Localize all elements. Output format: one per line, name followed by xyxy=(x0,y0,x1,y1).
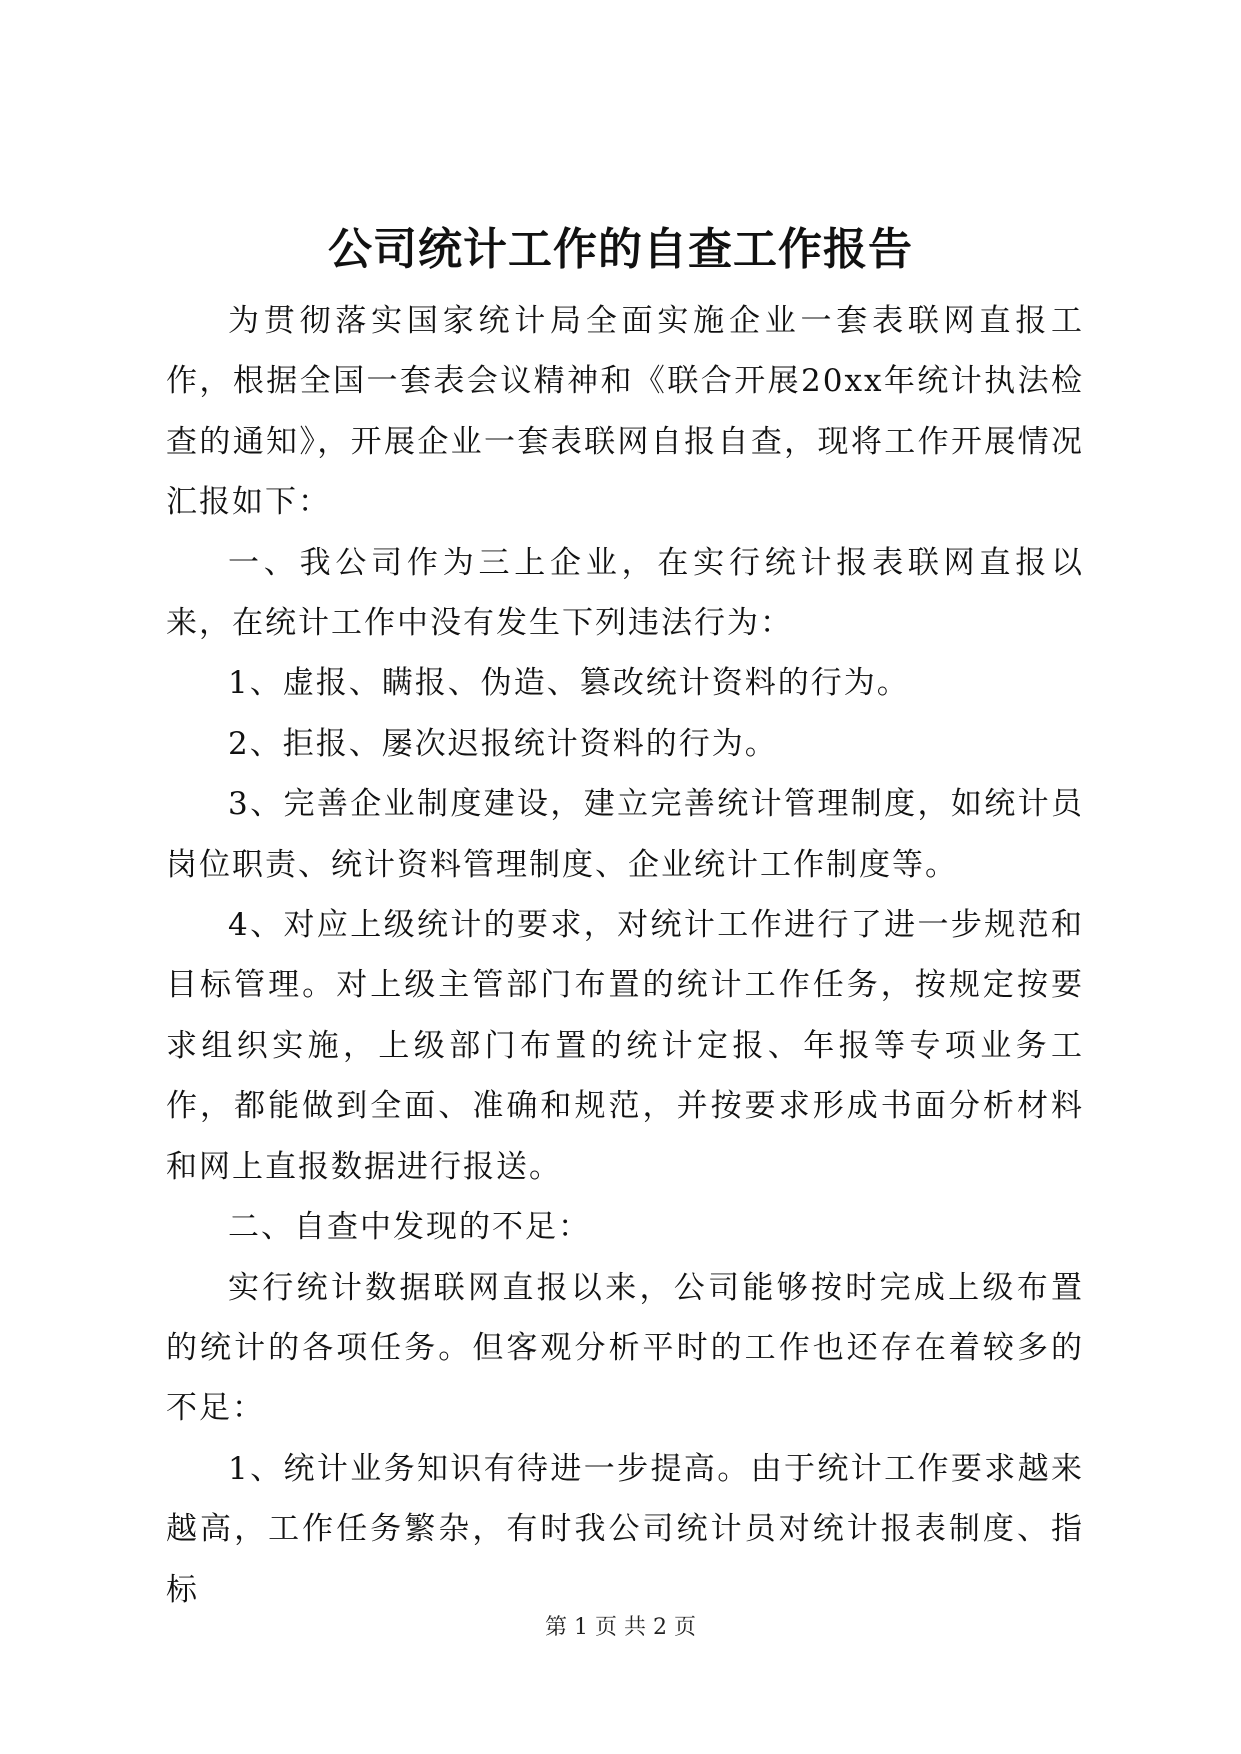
paragraph-item-3: 3、完善企业制度建设，建立完善统计管理制度，如统计员岗位职责、统计资料管理制度、企业统计工作制度等。 xyxy=(166,786,1084,883)
paragraph-intro: 为贯彻落实国家统计局全面实施企业一套表联网直报工作，根据全国一套表会议精神和《联合开展20xx年统计执法检查的通知》，开展企业一套表联网自报自查，现将工作开展情况汇报如下： xyxy=(166,303,1084,521)
paragraph-section-two: 二、自查中发现的不足： xyxy=(228,1209,591,1246)
paragraph-item-2: 2、拒报、屡次迟报统计资料的行为。 xyxy=(228,725,778,762)
paragraph-deficiency-intro: 实行统计数据联网直报以来，公司能够按时完成上级布置的统计的各项任务。但客观分析平时的工作也还存在着较多的不足： xyxy=(166,1269,1084,1427)
document-title: 公司统计工作的自查工作报告 xyxy=(328,224,913,275)
paragraph-deficiency-1: 1、统计业务知识有待进一步提高。由于统计工作要求越来越高，工作任务繁杂，有时我公司统计员对统计报表制度、指标 xyxy=(166,1450,1084,1608)
paragraph-item-1: 1、虚报、瞒报、伪造、篡改统计资料的行为。 xyxy=(228,665,910,702)
paragraph-section-one: 一、我公司作为三上企业，在实行统计报表联网直报以来，在统计工作中没有发生下列违法行为： xyxy=(166,544,1084,642)
paragraph-item-4: 4、对应上级统计的要求，对统计工作进行了进一步规范和目标管理。对上级主管部门布置的统计工作任务，按规定按要求组织实施，上级部门布置的统计定报、年报等专项业务工作，都能做到全面、准确和规范，并按要求形成书面分析材料和网上直报数据进行报送。 xyxy=(166,907,1084,1185)
page-footer: 第 1 页 共 2 页 xyxy=(545,1615,696,1640)
document-body xyxy=(166,291,1084,1620)
